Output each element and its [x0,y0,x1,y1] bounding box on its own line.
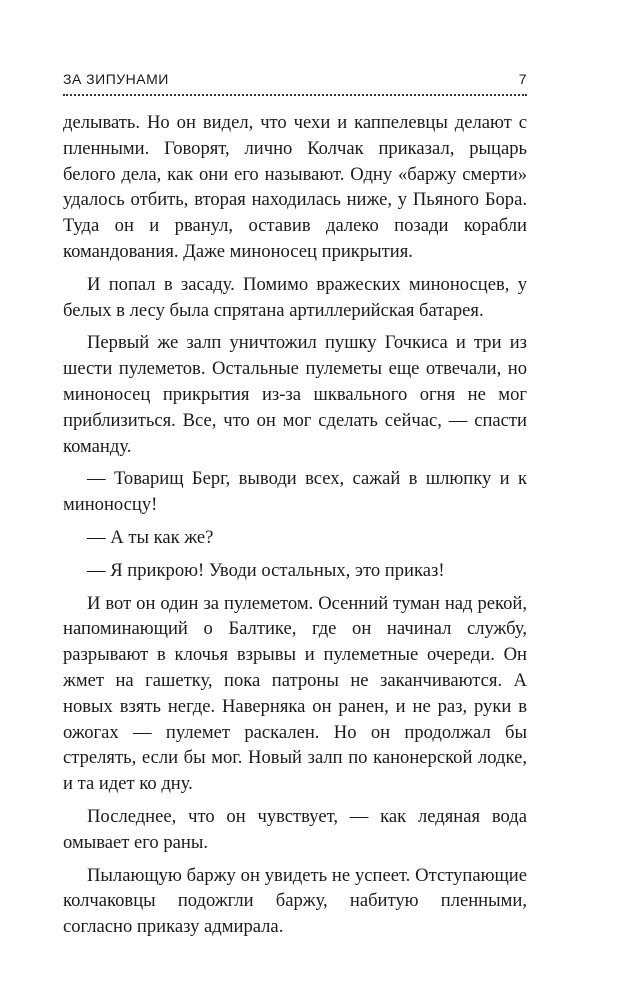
paragraph-2: И попал в засаду. Помимо вражеских миноносцев, у белых в лесу была спрятана артиллерийская батарея. [63,273,527,321]
page-number: 7 [518,71,527,87]
running-title: ЗА ЗИПУНАМИ [63,71,169,87]
dialogue-line-2: — А ты как же? [87,526,214,548]
paragraph-9: Пылающую баржу он увидеть не успеет. Отступающие колчаковцы подожгли баржу, набитую пленными, согласно приказу адмирала. [63,864,527,938]
paragraph-8: Последнее, что он чувствует, — как ледяная вода омывает его раны. [63,805,527,853]
page-header [63,69,527,91]
paragraph-7: И вот он один за пулеметом. Осенний туман над рекой, напоминающий о Балтике, где он начинал службу, разрывают в клочья взрывы и пулеметные очереди. Он жмет на гашетку, пока патроны не заканчиваются. А новых взять негде. Наверняка он ранен, и не раз, руки в ожогах — пулемет раскален. Но он продолжал бы стрелять, если бы мог. Новый залп по канонерской лодке, и та идет ко дну. [63,592,527,795]
dialogue-line-3: — Я прикрою! Уводи остальных, это приказ! [87,559,445,581]
paragraph-1: делывать. Но он видел, что чехи и каппелевцы делают с пленными. Говорят, лично Колчак приказал, рыцарь белого дела, как они его называют. Одну «баржу смерти» удалось отбить, вторая находилась ниже, у Пьяного Бора. Туда он и рванул, оставив далеко позади корабли командования. Даже миноносец прикрытия. [63,112,527,262]
dialogue-line-1: — Товарищ Берг, выводи всех, сажай в шлюпку и к миноносцу! [63,468,527,516]
paragraph-3: Первый же залп уничтожил пушку Гочкиса и три из шести пулеметов. Остальные пулеметы еще отвечали, но миноносец прикрытия из-за шквального огня не мог приблизиться. Все, что он мог сделать сейчас, — спасти команду. [63,332,527,457]
header-dotted-rule [63,94,527,96]
body-text [63,110,527,940]
